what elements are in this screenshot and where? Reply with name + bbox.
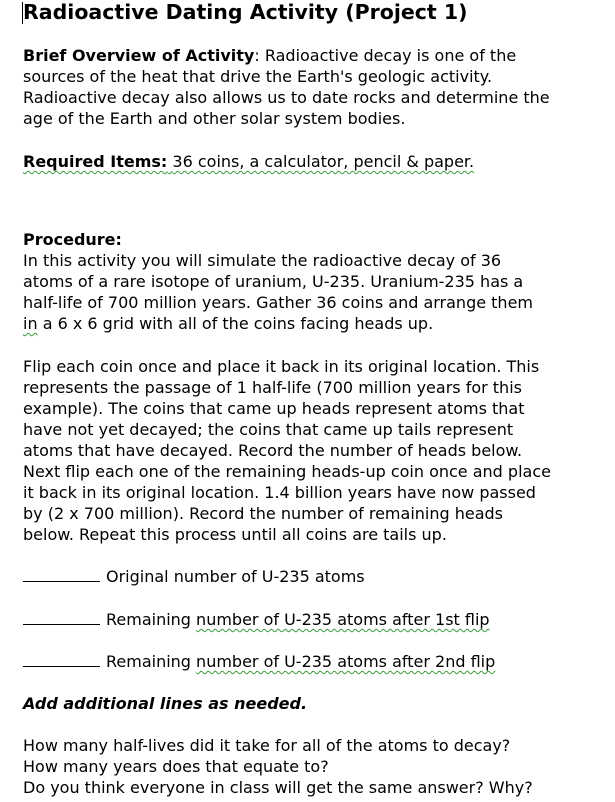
record-original <box>23 566 365 587</box>
overview-label: Brief Overview of Activity <box>23 46 255 65</box>
additional-note-text: Add additional lines as needed. <box>23 694 308 713</box>
overview-line-1: Radioactive decay is one of the <box>264 46 517 65</box>
para2-line-1: Flip each coin once and place it back in its original location. This <box>23 357 540 376</box>
procedure-line-3: half-life of 700 million years. Gather 36 coins and arrange them <box>23 293 533 312</box>
para2-line-9: below. Repeat this process until all coins are tails up. <box>23 525 447 544</box>
question-1: How many half-lives did it take for all of the atoms to decay? <box>23 736 511 755</box>
procedure-line-2: atoms of a rare isotope of uranium, U-235. Uranium-235 has a <box>23 272 524 291</box>
question-2: How many years does that equate to? <box>23 757 329 776</box>
answer-blank[interactable] <box>23 567 100 582</box>
required-items <box>23 151 608 172</box>
procedure-line-1: In this activity you will simulate the radioactive decay of 36 <box>23 251 502 270</box>
para2-line-2: represents the passage of 1 half-life (700 million years for this <box>23 378 522 397</box>
answer-blank[interactable] <box>23 652 100 667</box>
para2-line-3: example). The coins that came up heads represent atoms that <box>23 399 525 418</box>
questions <box>23 735 608 798</box>
procedure-section <box>23 229 608 334</box>
record-flip-2 <box>23 651 495 672</box>
answer-blank[interactable] <box>23 610 100 625</box>
record-flip-1 <box>23 609 490 630</box>
para2-line-8: by (2 x 700 million). Record the number of remaining heads <box>23 504 504 523</box>
overview-line-2: sources of the heat that drive the Earth's geologic activity. <box>23 67 493 86</box>
para2-line-4: have not yet decayed; the coins that came up tails represent <box>23 420 514 439</box>
procedure-heading: Procedure: <box>23 230 122 249</box>
record-original-text: Original number of U-235 atoms <box>106 567 365 586</box>
text-cursor <box>22 2 23 24</box>
overview-line-4: age of the Earth and other solar system bodies. <box>23 109 406 128</box>
procedure-first-word: in <box>23 314 38 333</box>
record-flip-2-text: number of U-235 atoms after 2nd flip <box>196 652 496 671</box>
para2-line-7: it back in its original location. 1.4 billion years have now passed <box>23 483 536 502</box>
record-flip-1-text: number of U-235 atoms after 1st flip <box>196 610 490 629</box>
required-text: 36 coins, a calculator, pencil & paper. <box>172 152 475 171</box>
procedure-paragraph-2 <box>23 356 608 545</box>
para2-line-6: Next flip each one of the remaining heads-up coin once and place <box>23 462 551 481</box>
document-title <box>23 0 467 24</box>
question-3: Do you think everyone in class will get the same answer? Why? <box>23 778 533 797</box>
para2-line-5: atoms that have decayed. Record the number of heads below. <box>23 441 523 460</box>
title-text: Radioactive Dating Activity (Project 1) <box>23 0 468 24</box>
overview-line-3: Radioactive decay also allows us to date rocks and determine the <box>23 88 550 107</box>
additional-note <box>23 693 608 714</box>
required-label: Required Items: <box>23 152 168 171</box>
procedure-line-4: a 6 x 6 grid with all of the coins facing heads up. <box>42 314 434 333</box>
overview-paragraph: Brief Overview of Activity: Radioactive decay is one of the sources of the heat that drive the Earth's geologic activity. Radioactive decay also allows us to date rocks and determine the age of the Earth and other solar system bodies. <box>23 45 608 129</box>
record-flip-2-prefix: Remaining <box>106 652 197 671</box>
record-flip-1-prefix: Remaining <box>106 610 197 629</box>
